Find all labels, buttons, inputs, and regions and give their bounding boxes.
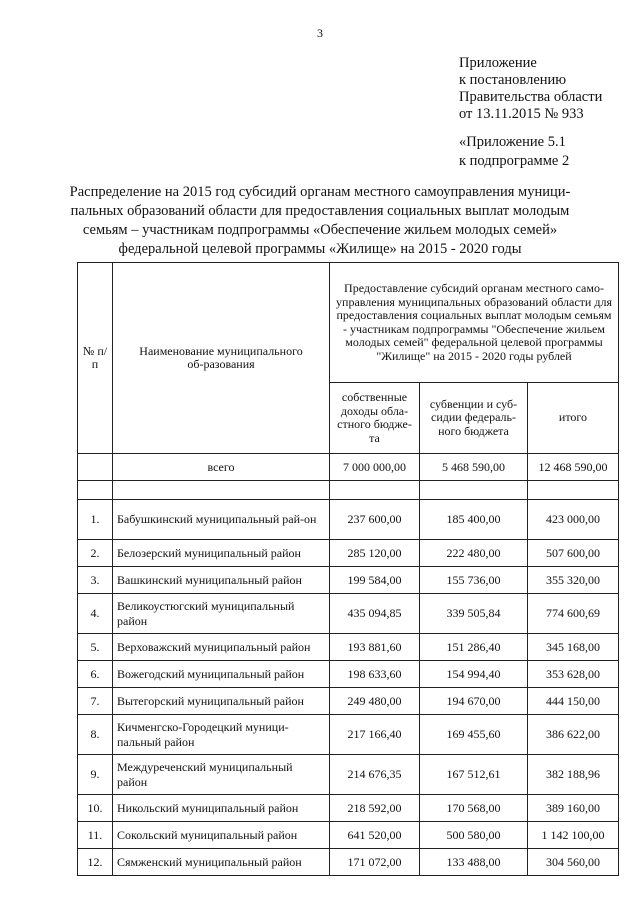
row-num: 9. (78, 755, 113, 795)
header-own: собственные доходы обла-стного бюдже-та (330, 383, 420, 454)
row-own: 214 676,35 (330, 755, 420, 795)
row-federal: 185 400,00 (420, 500, 528, 540)
table-row (78, 567, 619, 594)
row-name: Сямженский муниципальный район (113, 849, 330, 876)
table-row (78, 755, 619, 795)
row-num: 11. (78, 822, 113, 849)
row-total: 382 188,96 (528, 755, 619, 795)
header-name: Наименование муниципального об-разования (113, 263, 330, 454)
total-num (78, 454, 113, 481)
row-name: Вожегодский муниципальный район (113, 661, 330, 688)
table-row (78, 661, 619, 688)
row-own: 199 584,00 (330, 567, 420, 594)
row-name: Бабушкинский муниципальный рай-он (113, 500, 330, 540)
header-num: № п/п (78, 263, 113, 454)
table-row (78, 540, 619, 567)
row-total: 386 622,00 (528, 715, 619, 755)
table-row (78, 795, 619, 822)
row-total: 304 560,00 (528, 849, 619, 876)
row-name: Кичменгско-Городецкий муници-пальный район (113, 715, 330, 755)
total-federal: 5 468 590,00 (420, 454, 528, 481)
row-total: 423 000,00 (528, 500, 619, 540)
appendix-line: Правительства области (459, 89, 603, 105)
appendix-line: Приложение (459, 55, 537, 71)
row-name: Никольский муниципальный район (113, 795, 330, 822)
appendix-subheader (459, 133, 569, 171)
total-own: 7 000 000,00 (330, 454, 420, 481)
row-num: 3. (78, 567, 113, 594)
row-own: 237 600,00 (330, 500, 420, 540)
row-federal: 222 480,00 (420, 540, 528, 567)
row-federal: 133 488,00 (420, 849, 528, 876)
row-num: 10. (78, 795, 113, 822)
title-line: федеральной целевой программы «Жилище» на 2015 - 2020 годы (118, 241, 522, 257)
table-row (78, 594, 619, 634)
table-row (78, 500, 619, 540)
page-number: 3 (317, 26, 323, 40)
row-name: Сокольский муниципальный район (113, 822, 330, 849)
table-row (78, 715, 619, 755)
row-name: Вашкинский муниципальный район (113, 567, 330, 594)
total-row (78, 454, 619, 481)
row-own: 285 120,00 (330, 540, 420, 567)
appendix-header (459, 55, 602, 123)
row-num: 6. (78, 661, 113, 688)
row-name: Верховажский муниципальный район (113, 634, 330, 661)
row-own: 435 094,85 (330, 594, 420, 634)
spacer-row (78, 481, 619, 500)
title-line: семьям – участникам подпрограммы «Обеспечение жильем молодых семей» (82, 222, 558, 238)
header-group: Предоставление субсидий органам местного само-управления муниципальных образований области для предоставления социальных выплат молодым семьям - участникам подпрограммы "Обеспечение жильем молодых семей" федеральной целевой программы "Жилище" на 2015 - 2020 годы рублей (330, 263, 619, 383)
row-total: 389 160,00 (528, 795, 619, 822)
row-total: 355 320,00 (528, 567, 619, 594)
row-own: 198 633,60 (330, 661, 420, 688)
title-line: Распределение на 2015 год субсидий органам местного самоуправления муници- (69, 184, 571, 200)
row-own: 217 166,40 (330, 715, 420, 755)
row-federal: 339 505,84 (420, 594, 528, 634)
row-name: Великоустюгский муниципальный район (113, 594, 330, 634)
title-line: пальных образований области для предоставления социальных выплат молодым (70, 203, 570, 219)
row-federal: 167 512,61 (420, 755, 528, 795)
row-total: 774 600,69 (528, 594, 619, 634)
row-own: 218 592,00 (330, 795, 420, 822)
row-name: Белозерский муниципальный район (113, 540, 330, 567)
row-own: 249 480,00 (330, 688, 420, 715)
document-title (60, 183, 580, 259)
total-label: всего (113, 454, 330, 481)
row-num: 8. (78, 715, 113, 755)
row-num: 12. (78, 849, 113, 876)
row-name: Междуреченский муниципальный район (113, 755, 330, 795)
row-federal: 155 736,00 (420, 567, 528, 594)
row-federal: 170 568,00 (420, 795, 528, 822)
appendix-sub-line: к подпрограмме 2 (459, 153, 570, 169)
row-total: 1 142 100,00 (528, 822, 619, 849)
row-own: 641 520,00 (330, 822, 420, 849)
row-total: 353 628,00 (528, 661, 619, 688)
appendix-line: от 13.11.2015 № 933 (459, 106, 584, 122)
row-own: 171 072,00 (330, 849, 420, 876)
row-num: 2. (78, 540, 113, 567)
row-name: Вытегорский муниципальный район (113, 688, 330, 715)
row-own: 193 881,60 (330, 634, 420, 661)
row-num: 4. (78, 594, 113, 634)
row-total: 345 168,00 (528, 634, 619, 661)
subsidy-table (77, 262, 619, 876)
table-row (78, 849, 619, 876)
header-total: итого (528, 383, 619, 454)
row-federal: 194 670,00 (420, 688, 528, 715)
appendix-sub-line: «Приложение 5.1 (459, 134, 566, 150)
row-federal: 500 580,00 (420, 822, 528, 849)
table-row (78, 822, 619, 849)
row-num: 1. (78, 500, 113, 540)
row-federal: 154 994,40 (420, 661, 528, 688)
table-row (78, 688, 619, 715)
row-federal: 169 455,60 (420, 715, 528, 755)
header-federal: субвенции и суб-сидии федераль-ного бюджета (420, 383, 528, 454)
total-sum: 12 468 590,00 (528, 454, 619, 481)
table-row (78, 634, 619, 661)
row-num: 5. (78, 634, 113, 661)
row-num: 7. (78, 688, 113, 715)
appendix-line: к постановлению (459, 72, 567, 88)
row-total: 444 150,00 (528, 688, 619, 715)
row-federal: 151 286,40 (420, 634, 528, 661)
row-total: 507 600,00 (528, 540, 619, 567)
